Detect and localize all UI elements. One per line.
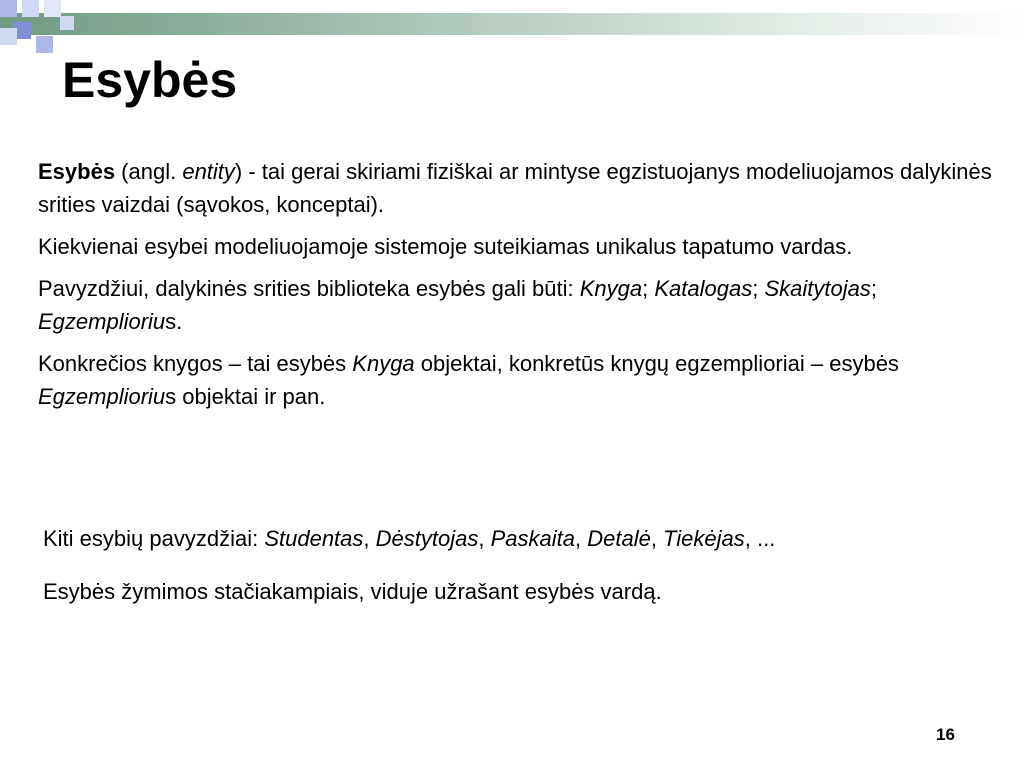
decor-square bbox=[44, 0, 61, 17]
header-gradient-bar bbox=[0, 13, 1024, 35]
text-segment: , ... bbox=[744, 526, 776, 551]
emphasis-term: Tiekėjas bbox=[663, 526, 745, 551]
text-segment: Pavyzdžiui, dalykinės srities biblioteka esybės gali būti: bbox=[38, 276, 580, 301]
paragraph bbox=[38, 230, 998, 263]
text-segment: objektai, konkretūs knygų egzemplioriai – esybės bbox=[414, 351, 899, 376]
paragraph bbox=[38, 272, 998, 338]
text-segment: (angl. bbox=[115, 159, 183, 184]
text-segment: ; bbox=[642, 276, 655, 301]
text-segment: Kiekvienai esybei modeliuojamoje sistemoje suteikiamas unikalus tapatumo vardas. bbox=[38, 234, 853, 259]
text-segment: Kiti esybių pavyzdžiai: bbox=[43, 526, 265, 551]
text-segment: , bbox=[363, 526, 376, 551]
emphasis-term: Detalė bbox=[587, 526, 651, 551]
text-segment: Esybės žymimos stačiakampiais, viduje užrašant esybės vardą. bbox=[43, 579, 662, 604]
emphasis-term: Egzemplioriu bbox=[38, 384, 166, 409]
text-segment: , bbox=[478, 526, 491, 551]
slide-body bbox=[38, 155, 998, 422]
text-segment: , bbox=[650, 526, 664, 551]
emphasis-term: Katalogas bbox=[654, 276, 753, 301]
emphasis-term: Dėstytojas bbox=[375, 526, 479, 551]
slide-title: Esybės bbox=[62, 52, 238, 108]
text-segment: s. bbox=[165, 309, 183, 334]
decor-square bbox=[22, 0, 39, 17]
decor-square bbox=[0, 0, 17, 17]
text-segment: s objektai ir pan. bbox=[165, 384, 326, 409]
paragraph bbox=[43, 575, 1003, 608]
key-term: Esybės bbox=[38, 159, 116, 184]
text-segment: , bbox=[574, 526, 588, 551]
paragraph bbox=[43, 522, 1003, 555]
emphasis-term: Egzemplioriu bbox=[38, 309, 166, 334]
page-number: 16 bbox=[936, 725, 955, 744]
emphasis-term: Studentas bbox=[264, 526, 364, 551]
emphasis-term: entity bbox=[182, 159, 235, 184]
text-segment: Konkrečios knygos – tai esybės bbox=[38, 351, 353, 376]
emphasis-term: Paskaita bbox=[490, 526, 575, 551]
decor-square bbox=[60, 16, 74, 30]
text-segment: ; bbox=[870, 276, 877, 301]
paragraph bbox=[38, 155, 998, 221]
slide-body-secondary bbox=[43, 522, 1003, 628]
decor-square bbox=[36, 36, 53, 53]
emphasis-term: Knyga bbox=[579, 276, 643, 301]
text-segment: ) - tai gerai skiriami fiziškai ar mintyse egzistuojanys modeliuojamos dalykinės srities vaizdai (sąvokos, konceptai). bbox=[38, 159, 992, 217]
paragraph bbox=[38, 347, 998, 413]
decor-square bbox=[0, 28, 17, 45]
text-segment: ; bbox=[752, 276, 765, 301]
emphasis-term: Knyga bbox=[352, 351, 415, 376]
emphasis-term: Skaitytojas bbox=[764, 276, 871, 301]
